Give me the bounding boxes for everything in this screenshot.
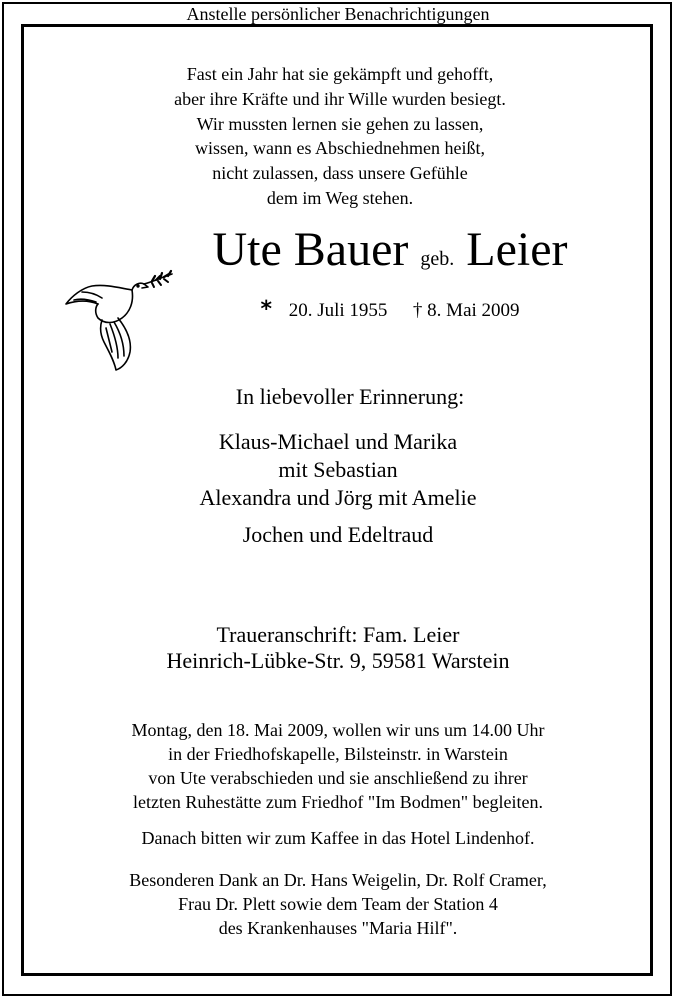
family-line: mit Sebastian xyxy=(278,457,398,482)
family-list xyxy=(0,428,676,549)
poem-line: aber ihre Kräfte und ihr Wille wurden besiegt. xyxy=(174,88,506,109)
deceased-birth-name: Leier xyxy=(466,223,568,276)
family-line: Klaus-Michael und Marika xyxy=(218,429,458,454)
deceased-name xyxy=(120,222,660,287)
poem-line: dem im Weg stehen. xyxy=(266,187,414,208)
memory-heading: In liebevoller Erinnerung: xyxy=(235,384,465,409)
thanks-line: des Krankenhauses "Maria Hilf". xyxy=(218,918,458,938)
death-cross-icon: † xyxy=(412,300,423,321)
dove-icon xyxy=(48,262,178,372)
thanks-note xyxy=(0,868,676,940)
service-line: Montag, den 18. Mai 2009, wollen wir uns um 14.00 Uhr xyxy=(131,720,545,740)
poem-line: nicht zulassen, dass unsere Gefühle xyxy=(212,163,468,184)
thanks-line: Frau Dr. Plett sowie dem Team der Station 4 xyxy=(178,894,498,914)
service-line: letzten Ruhestätte zum Friedhof "Im Bodmen" begleiten. xyxy=(132,792,544,812)
birth-name-note: geb. xyxy=(420,248,455,270)
life-dates xyxy=(120,298,660,323)
poem-line: wissen, wann es Abschiednehmen heißt, xyxy=(195,138,485,159)
service-line: in der Friedhofskapelle, Bilsteinstr. in Warstein xyxy=(168,744,508,764)
birth-date: 20. Juli 1955 xyxy=(288,300,388,321)
poem-line: Fast ein Jahr hat sie gekämpft und gehofft, xyxy=(186,64,494,84)
funeral-service-info xyxy=(0,718,676,814)
coffee-invitation: Danach bitten wir zum Kaffee in das Hotel Lindenhof. xyxy=(141,828,535,848)
family-line: Alexandra und Jörg mit Amelie xyxy=(199,485,477,510)
service-line: von Ute verabschieden und sie anschließend zu ihrer xyxy=(148,768,528,788)
deceased-first-name: Ute Bauer xyxy=(212,223,409,276)
poem xyxy=(90,62,590,211)
mourning-address xyxy=(0,622,676,674)
birth-star-icon: * xyxy=(260,297,272,322)
address-line: Heinrich-Lübke-Str. 9, 59581 Warstein xyxy=(166,648,510,673)
family-line: Jochen und Edeltraud xyxy=(242,522,434,547)
death-date: 8. Mai 2009 xyxy=(427,300,520,321)
thanks-line: Besonderen Dank an Dr. Hans Weigelin, Dr. Rolf Cramer, xyxy=(129,870,547,890)
address-line: Traueranschrift: Fam. Leier xyxy=(216,622,460,647)
notice-header: Anstelle persönlicher Benachrichtigungen xyxy=(186,4,490,24)
poem-line: Wir mussten lernen sie gehen zu lassen, xyxy=(196,113,484,134)
